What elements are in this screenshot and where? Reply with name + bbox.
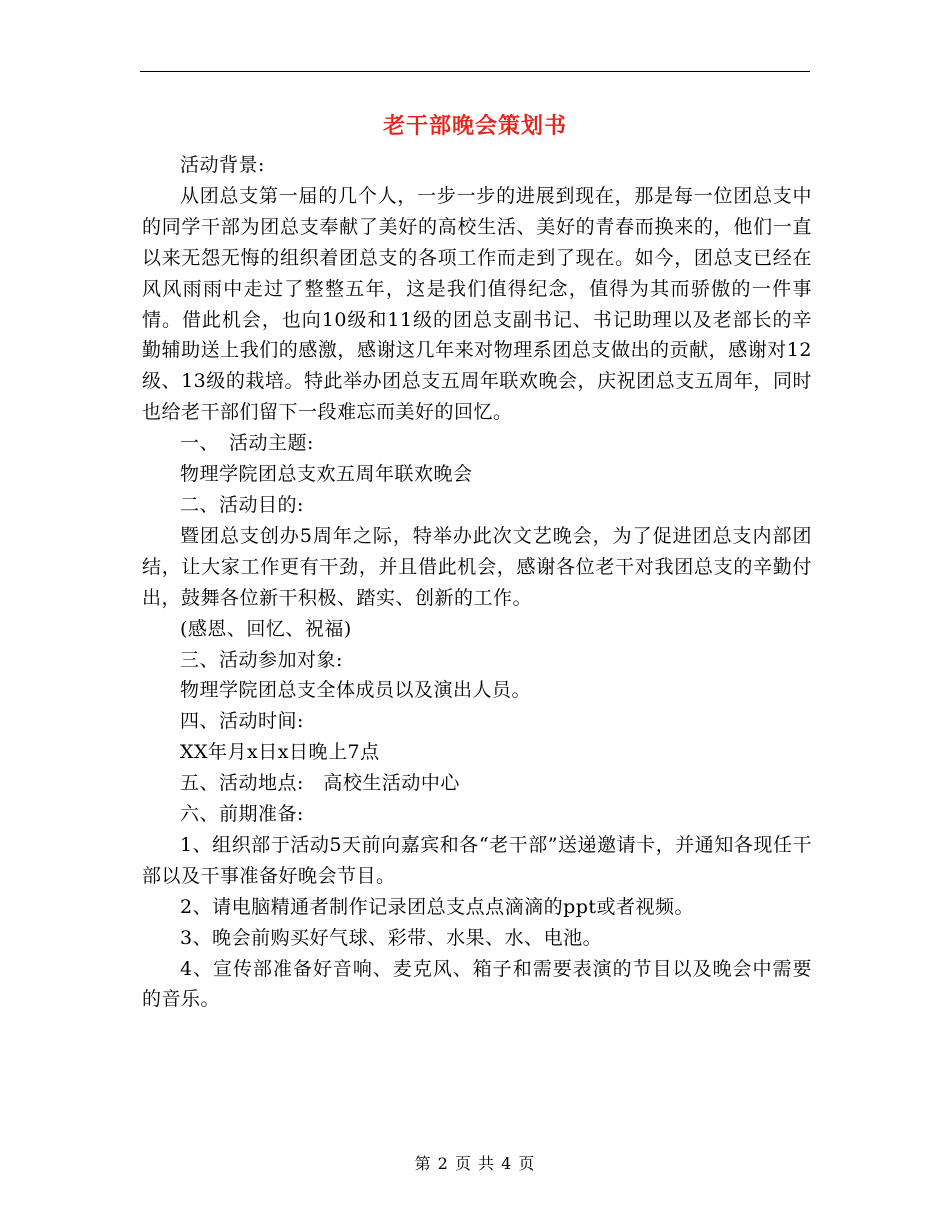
paragraph-preparation-item-4: 4、宣传部准备好音响、麦克风、箱子和需要表演的节目以及晚会中需要的音乐。 bbox=[142, 957, 812, 1011]
document-title: 老干部晚会策划书 bbox=[382, 113, 567, 139]
paragraph-preparation-item-1: 1、组织部于活动5天前向嘉宾和各“老干部”送递邀请卡，并通知各现任干部以及干事准备好晚会节目。 bbox=[142, 833, 812, 887]
paragraph-purpose: 暨团总支创办5周年之际，特举办此次文艺晚会，为了促进团总支内部团结，让大家工作更有干劲，并且借此机会，感谢各位老干对我团总支的辛勤付出，鼓舞各位新干积极、踏实、创新的工作。 bbox=[142, 524, 812, 609]
document-body bbox=[142, 150, 812, 1015]
paragraph-preparation-heading: 六、前期准备: bbox=[180, 803, 304, 826]
page-number-footer: 第 2 页 共 4 页 bbox=[414, 1154, 536, 1173]
paragraph-theme-heading: 一、 活动主题: bbox=[180, 432, 314, 455]
paragraph-preparation-item-3: 3、晚会前购买好气球、彩带、水果、水、电池。 bbox=[180, 926, 603, 949]
paragraph-participants: 物理学院团总支全体成员以及演出人员。 bbox=[180, 679, 532, 702]
paragraph-participants-heading: 三、活动参加对象: bbox=[180, 648, 343, 671]
paragraph-background: 从团总支第一届的几个人，一步一步的进展到现在，那是每一位团总支中的同学干部为团总支奉献了美好的高校生活、美好的青春而换来的，他们一直以来无怨无悔的组织着团总支的各项工作而走到了现在。如今，团总支已经在风风雨雨中走过了整整五年，这是我们值得纪念，值得为其而骄傲的一件事情。借此机会，也向10级和11级的团总支副书记、书记助理以及老部长的辛勤辅助送上我们的感激，感谢这几年来对物理系团总支做出的贡献，感谢对12级、13级的栽培。特此举办团总支五周年联欢晚会，庆祝团总支五周年，同时也给老干部们留下一段难忘而美好的回忆。 bbox=[142, 184, 812, 424]
paragraph-purpose-keywords: (感恩、回忆、祝福) bbox=[180, 617, 352, 640]
paragraph-location: 五、活动地点: 高校生活动中心 bbox=[180, 772, 460, 795]
paragraph-theme: 物理学院团总支欢五周年联欢晚会 bbox=[180, 463, 473, 486]
paragraph-time: XX年月x日x日晚上7点 bbox=[180, 741, 380, 764]
header-rule bbox=[140, 71, 810, 72]
paragraph-time-heading: 四、活动时间: bbox=[180, 710, 304, 733]
paragraph-preparation-item-2: 2、请电脑精通者制作记录团总支点点滴滴的ppt或者视频。 bbox=[180, 895, 695, 918]
paragraph-background-heading: 活动背景: bbox=[180, 154, 265, 176]
paragraph-purpose-heading: 二、活动目的: bbox=[180, 493, 304, 516]
